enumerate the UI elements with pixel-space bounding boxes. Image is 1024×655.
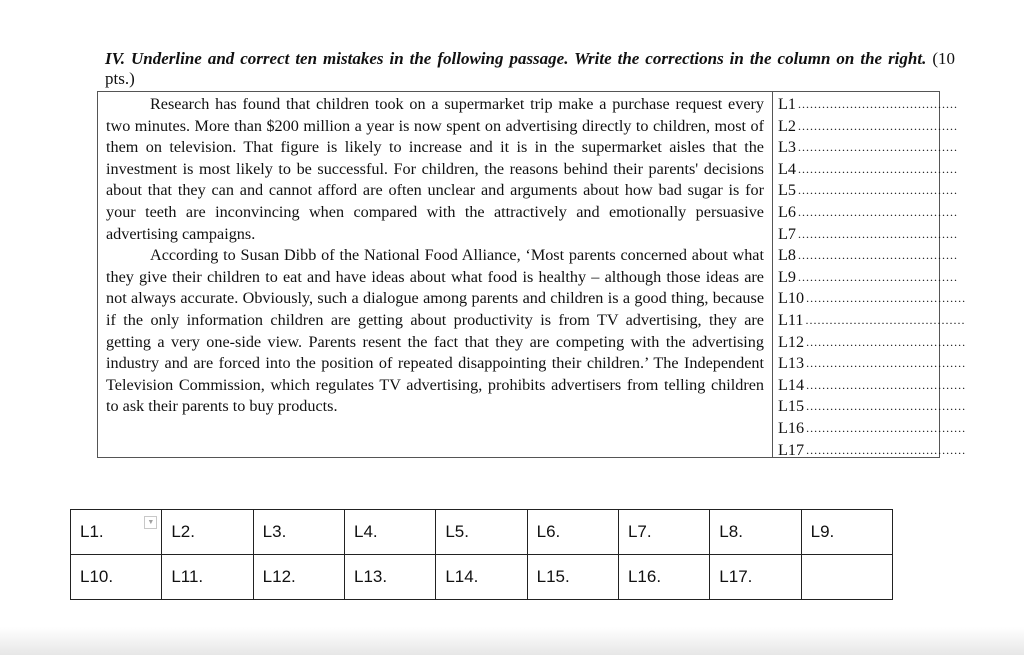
passage-box bbox=[97, 91, 967, 459]
correction-line-label: L10 bbox=[778, 289, 805, 308]
correction-dotted-blank[interactable]: ........................................ bbox=[806, 356, 967, 371]
dropdown-arrow-icon[interactable]: ▼ bbox=[144, 516, 157, 529]
correction-line-16[interactable] bbox=[778, 418, 967, 440]
answer-cell-label: L12. bbox=[262, 567, 296, 586]
answer-cell-label: L6. bbox=[536, 522, 561, 541]
correction-dotted-blank[interactable]: ........................................ bbox=[806, 377, 967, 392]
answer-cell-label: L1. bbox=[80, 522, 104, 541]
correction-line-14[interactable] bbox=[778, 375, 967, 397]
correction-line-4[interactable] bbox=[778, 159, 958, 181]
answer-cell[interactable] bbox=[801, 510, 892, 555]
instruction-title: IV. Underline and correct ten mistakes in the following passage. Write the corrections in the column on the right. bbox=[105, 49, 927, 68]
correction-line-10[interactable] bbox=[778, 288, 967, 310]
answer-row bbox=[71, 555, 893, 600]
answer-cell-label: L11. bbox=[171, 567, 204, 586]
answer-cell-label: L9. bbox=[810, 522, 835, 541]
correction-dotted-blank[interactable]: ........................................ bbox=[797, 269, 958, 284]
correction-dotted-blank[interactable]: ........................................ bbox=[805, 312, 966, 327]
correction-dotted-blank[interactable]: ........................................ bbox=[797, 248, 958, 263]
correction-line-17[interactable] bbox=[778, 440, 967, 462]
correction-dotted-blank[interactable]: ........................................ bbox=[797, 183, 958, 198]
correction-dotted-blank[interactable]: ........................................ bbox=[806, 420, 967, 435]
correction-line-3[interactable] bbox=[778, 137, 958, 159]
answer-cell[interactable] bbox=[436, 555, 527, 600]
correction-line-6[interactable] bbox=[778, 202, 958, 224]
answer-cell[interactable] bbox=[527, 510, 618, 555]
correction-line-label: L15 bbox=[778, 397, 805, 416]
answer-cell[interactable] bbox=[527, 555, 618, 600]
answer-cell-label: L14. bbox=[445, 567, 479, 586]
correction-line-1[interactable] bbox=[778, 94, 958, 116]
correction-line-label: L9 bbox=[778, 267, 796, 286]
correction-dotted-blank[interactable]: ........................................ bbox=[797, 140, 958, 155]
correction-line-9[interactable] bbox=[778, 267, 958, 289]
answer-cell[interactable] bbox=[344, 510, 435, 555]
correction-dotted-blank[interactable]: ........................................ bbox=[797, 204, 958, 219]
answer-cell[interactable] bbox=[71, 510, 162, 555]
answer-cell-label: L16. bbox=[627, 567, 662, 586]
correction-line-label: L13 bbox=[778, 354, 805, 373]
column-divider bbox=[772, 92, 773, 457]
answer-cell-label: L15. bbox=[536, 567, 570, 586]
correction-line-label: L5 bbox=[778, 181, 796, 200]
answer-cell-label: L8. bbox=[719, 522, 743, 541]
correction-line-label: L14 bbox=[778, 375, 805, 394]
answer-row bbox=[71, 510, 893, 555]
correction-line-label: L7 bbox=[778, 224, 796, 243]
correction-line-label: L4 bbox=[778, 159, 796, 178]
passage-paragraph-1: Research has found that children took on a supermarket trip make a purchase request every two minutes. More than $200 million a year is now spent on advertising directly to children, most of them on television. That figure is likely to increase and it is in the supermarket aisles that the investment is most likely to be successful. For children, the reasons behind their parents' decisions about that they can and cannot afford are often unclear and arguments about how bad sugar is for your teeth are inconvincing when compared with the attractively and emotionally persuasive advertising campaigns. bbox=[106, 95, 764, 243]
answer-cell[interactable] bbox=[618, 510, 709, 555]
answer-cell[interactable] bbox=[344, 555, 435, 600]
correction-line-label: L1 bbox=[778, 95, 796, 113]
answer-cell[interactable] bbox=[162, 555, 253, 600]
answer-cell-label: L5. bbox=[445, 522, 469, 541]
answer-cell[interactable] bbox=[253, 555, 344, 600]
correction-dotted-blank[interactable]: ........................................ bbox=[797, 226, 958, 241]
correction-line-label: L8 bbox=[778, 246, 796, 265]
correction-line-label: L3 bbox=[778, 138, 796, 157]
answer-table bbox=[70, 509, 893, 600]
correction-line-11[interactable] bbox=[778, 310, 966, 332]
correction-line-label: L2 bbox=[778, 116, 796, 135]
correction-line-label: L17 bbox=[778, 440, 805, 459]
answer-cell-label: L17. bbox=[719, 567, 753, 586]
answer-cell-label: L13. bbox=[353, 567, 388, 586]
answer-cell[interactable] bbox=[436, 510, 527, 555]
correction-line-label: L11 bbox=[778, 310, 804, 329]
answer-cell[interactable] bbox=[618, 555, 709, 600]
correction-line-5[interactable] bbox=[778, 180, 958, 202]
correction-line-8[interactable] bbox=[778, 245, 958, 267]
exercise-instruction bbox=[105, 49, 955, 89]
correction-dotted-blank[interactable]: ........................................ bbox=[806, 442, 967, 457]
correction-dotted-blank[interactable]: ........................................ bbox=[797, 161, 958, 176]
answer-cell[interactable] bbox=[162, 510, 253, 555]
passage-paragraph-2: According to Susan Dibb of the National Food Alliance, ‘Most parents concerned about what they give their children to eat and have ideas about what food is healthy – although those ideas are not always accurate. Obviously, such a dialogue among parents and children is a good thing, because if the only information children are getting about productivity is from TV advertising, they are getting a very one-side view. Parents resent the fact that they are competing with the advertising industry and are forced into the position of repeated disappointing their children.’ The Independent Television Commission, which regulates TV advertising, prohibits advertisers from telling children to ask their parents to buy products. bbox=[106, 246, 764, 416]
correction-dotted-blank[interactable]: ........................................ bbox=[797, 97, 958, 111]
correction-dotted-blank[interactable]: ........................................ bbox=[806, 399, 967, 414]
correction-dotted-blank[interactable]: ........................................ bbox=[797, 118, 958, 133]
correction-line-15[interactable] bbox=[778, 396, 967, 418]
answer-cell-label: L4. bbox=[353, 522, 378, 541]
answer-cell[interactable] bbox=[710, 510, 801, 555]
correction-line-13[interactable] bbox=[778, 353, 967, 375]
instruction-points: (10 pts.) bbox=[105, 49, 955, 88]
answer-cell[interactable] bbox=[710, 555, 801, 600]
answer-cell[interactable] bbox=[253, 510, 344, 555]
correction-line-12[interactable] bbox=[778, 332, 967, 354]
answer-cell-label: L2. bbox=[171, 522, 195, 541]
answer-cell[interactable] bbox=[71, 555, 162, 600]
answer-cell-label: L10. bbox=[80, 567, 114, 586]
corrections-column bbox=[778, 94, 967, 461]
correction-line-label: L12 bbox=[778, 332, 805, 351]
correction-line-label: L6 bbox=[778, 202, 796, 221]
correction-dotted-blank[interactable]: ........................................ bbox=[806, 291, 967, 306]
correction-line-2[interactable] bbox=[778, 116, 958, 138]
answer-cell[interactable] bbox=[801, 555, 892, 600]
answer-cell-label: L7. bbox=[627, 522, 652, 541]
passage-text bbox=[106, 94, 764, 418]
bottom-shadow bbox=[0, 627, 1024, 655]
correction-line-7[interactable] bbox=[778, 224, 958, 246]
correction-line-label: L16 bbox=[778, 418, 805, 437]
answer-cell-label: L3. bbox=[262, 522, 287, 541]
correction-dotted-blank[interactable]: ........................................ bbox=[806, 334, 967, 349]
